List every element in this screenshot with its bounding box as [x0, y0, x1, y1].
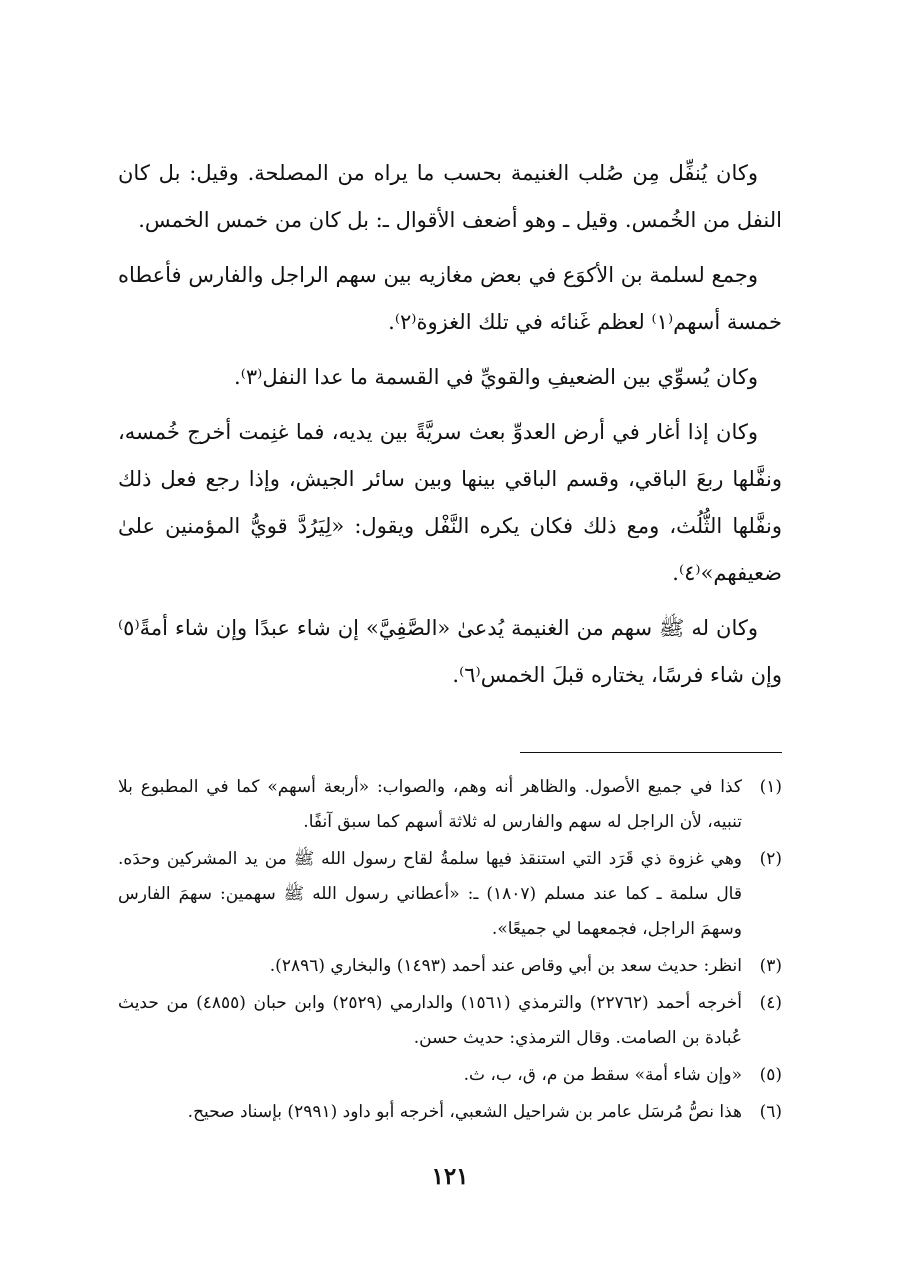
footnote: [118, 770, 782, 840]
paragraph-equality: وكان يُسوِّي بين الضعيفِ والقويِّ في القسمة ما عدا النفل⁽٣⁾.: [234, 365, 758, 389]
footnote-text: أخرجه أحمد (٢٢٧٦٢) والترمذي (١٥٦١) والدارمي (٢٥٢٩) وابن حبان (٤٨٥٥) من حديث عُبادة بن الصامت. وقال الترمذي: حديث حسن.: [118, 993, 743, 1048]
footnote: [118, 986, 782, 1056]
paragraph-safiyy: وكان له ﷺ سهم من الغنيمة يُدعىٰ «الصَّفِيَّ» إن شاء عبدًا وإن شاء أمةً⁽٥⁾ وإن شاء فرسًا، يختاره قبلَ الخمس⁽٦⁾.: [118, 616, 782, 687]
footnote-number: (١): [759, 777, 782, 797]
footnote-divider: [520, 752, 782, 753]
paragraph-sariyya: وكان إذا أغار في أرض العدوِّ بعث سريَّةً بين يديه، فما غنِمت أخرج خُمسه، ونفَّلها ربعَ الباقي، وقسم الباقي بينها وبين سائر الجيش، وإذا رجع فعل ذلك ونفَّلها الثُّلُث، ومع ذلك فكان يكره النَّفْل ويقول: «لِيَرُدَّ قويُّ المؤمنين علىٰ ضعيفهم»⁽٤⁾.: [118, 420, 782, 585]
footnote-text: كذا في جميع الأصول. والظاهر أنه وهم، والصواب: «أربعة أسهم» كما في المطبوع بلا تنبيه، لأن الراجل له سهم والفارس له ثلاثة أسهم كما سبق آنفًا.: [118, 777, 742, 832]
footnotes-section: [118, 770, 782, 1132]
footnote: [118, 842, 782, 947]
paragraph-nafl: وكان يُنفِّل مِن صُلب الغنيمة بحسب ما يراه من المصلحة. وقيل: بل كان النفل من الخُمس. وقيل ـ وهو أضعف الأقوال ـ: بل كان من خمس الخمس.: [118, 161, 782, 232]
footnote-number: (٢): [759, 849, 782, 869]
footnote-number: (٦): [759, 1102, 782, 1122]
footnote-number: (٣): [759, 956, 782, 976]
page-number: ١٢١: [431, 1163, 469, 1190]
footnote: [118, 1058, 782, 1093]
footnote-text: هذا نصُّ مُرسَل عامر بن شراحيل الشعبي، أخرجه أبو داود (٢٩٩١) بإسناد صحيح.: [187, 1102, 742, 1122]
main-text-body: [118, 150, 782, 707]
footnote-text: «وإن شاء أمة» سقط من م، ق، ب، ث.: [463, 1065, 742, 1085]
footnote-text: وهي غزوة ذي قَرَد التي استنقذ فيها سلمةُ لقاح رسول الله ﷺ من يد المشركين وحدَه. قال سلمة ـ كما عند مسلم (١٨٠٧) ـ: «أعطاني رسول الله ﷺ سهمين: سهمَ الفارس وسهمَ الراجل، فجمعهما لي جميعًا».: [118, 849, 742, 939]
paragraph-salama: وجمع لسلمة بن الأكوَع في بعض مغازيه بين سهم الراجل والفارس فأعطاه خمسة أسهم⁽١⁾ لعظم غَنائه في تلك الغزوة⁽٢⁾.: [118, 263, 782, 334]
footnote-number: (٥): [759, 1065, 782, 1085]
footnote: [118, 1095, 782, 1130]
footnote-number: (٤): [759, 993, 782, 1013]
footnote: [118, 949, 782, 984]
footnote-text: انظر: حديث سعد بن أبي وقاص عند أحمد (١٤٩٣) والبخاري (٢٨٩٦).: [269, 956, 742, 976]
